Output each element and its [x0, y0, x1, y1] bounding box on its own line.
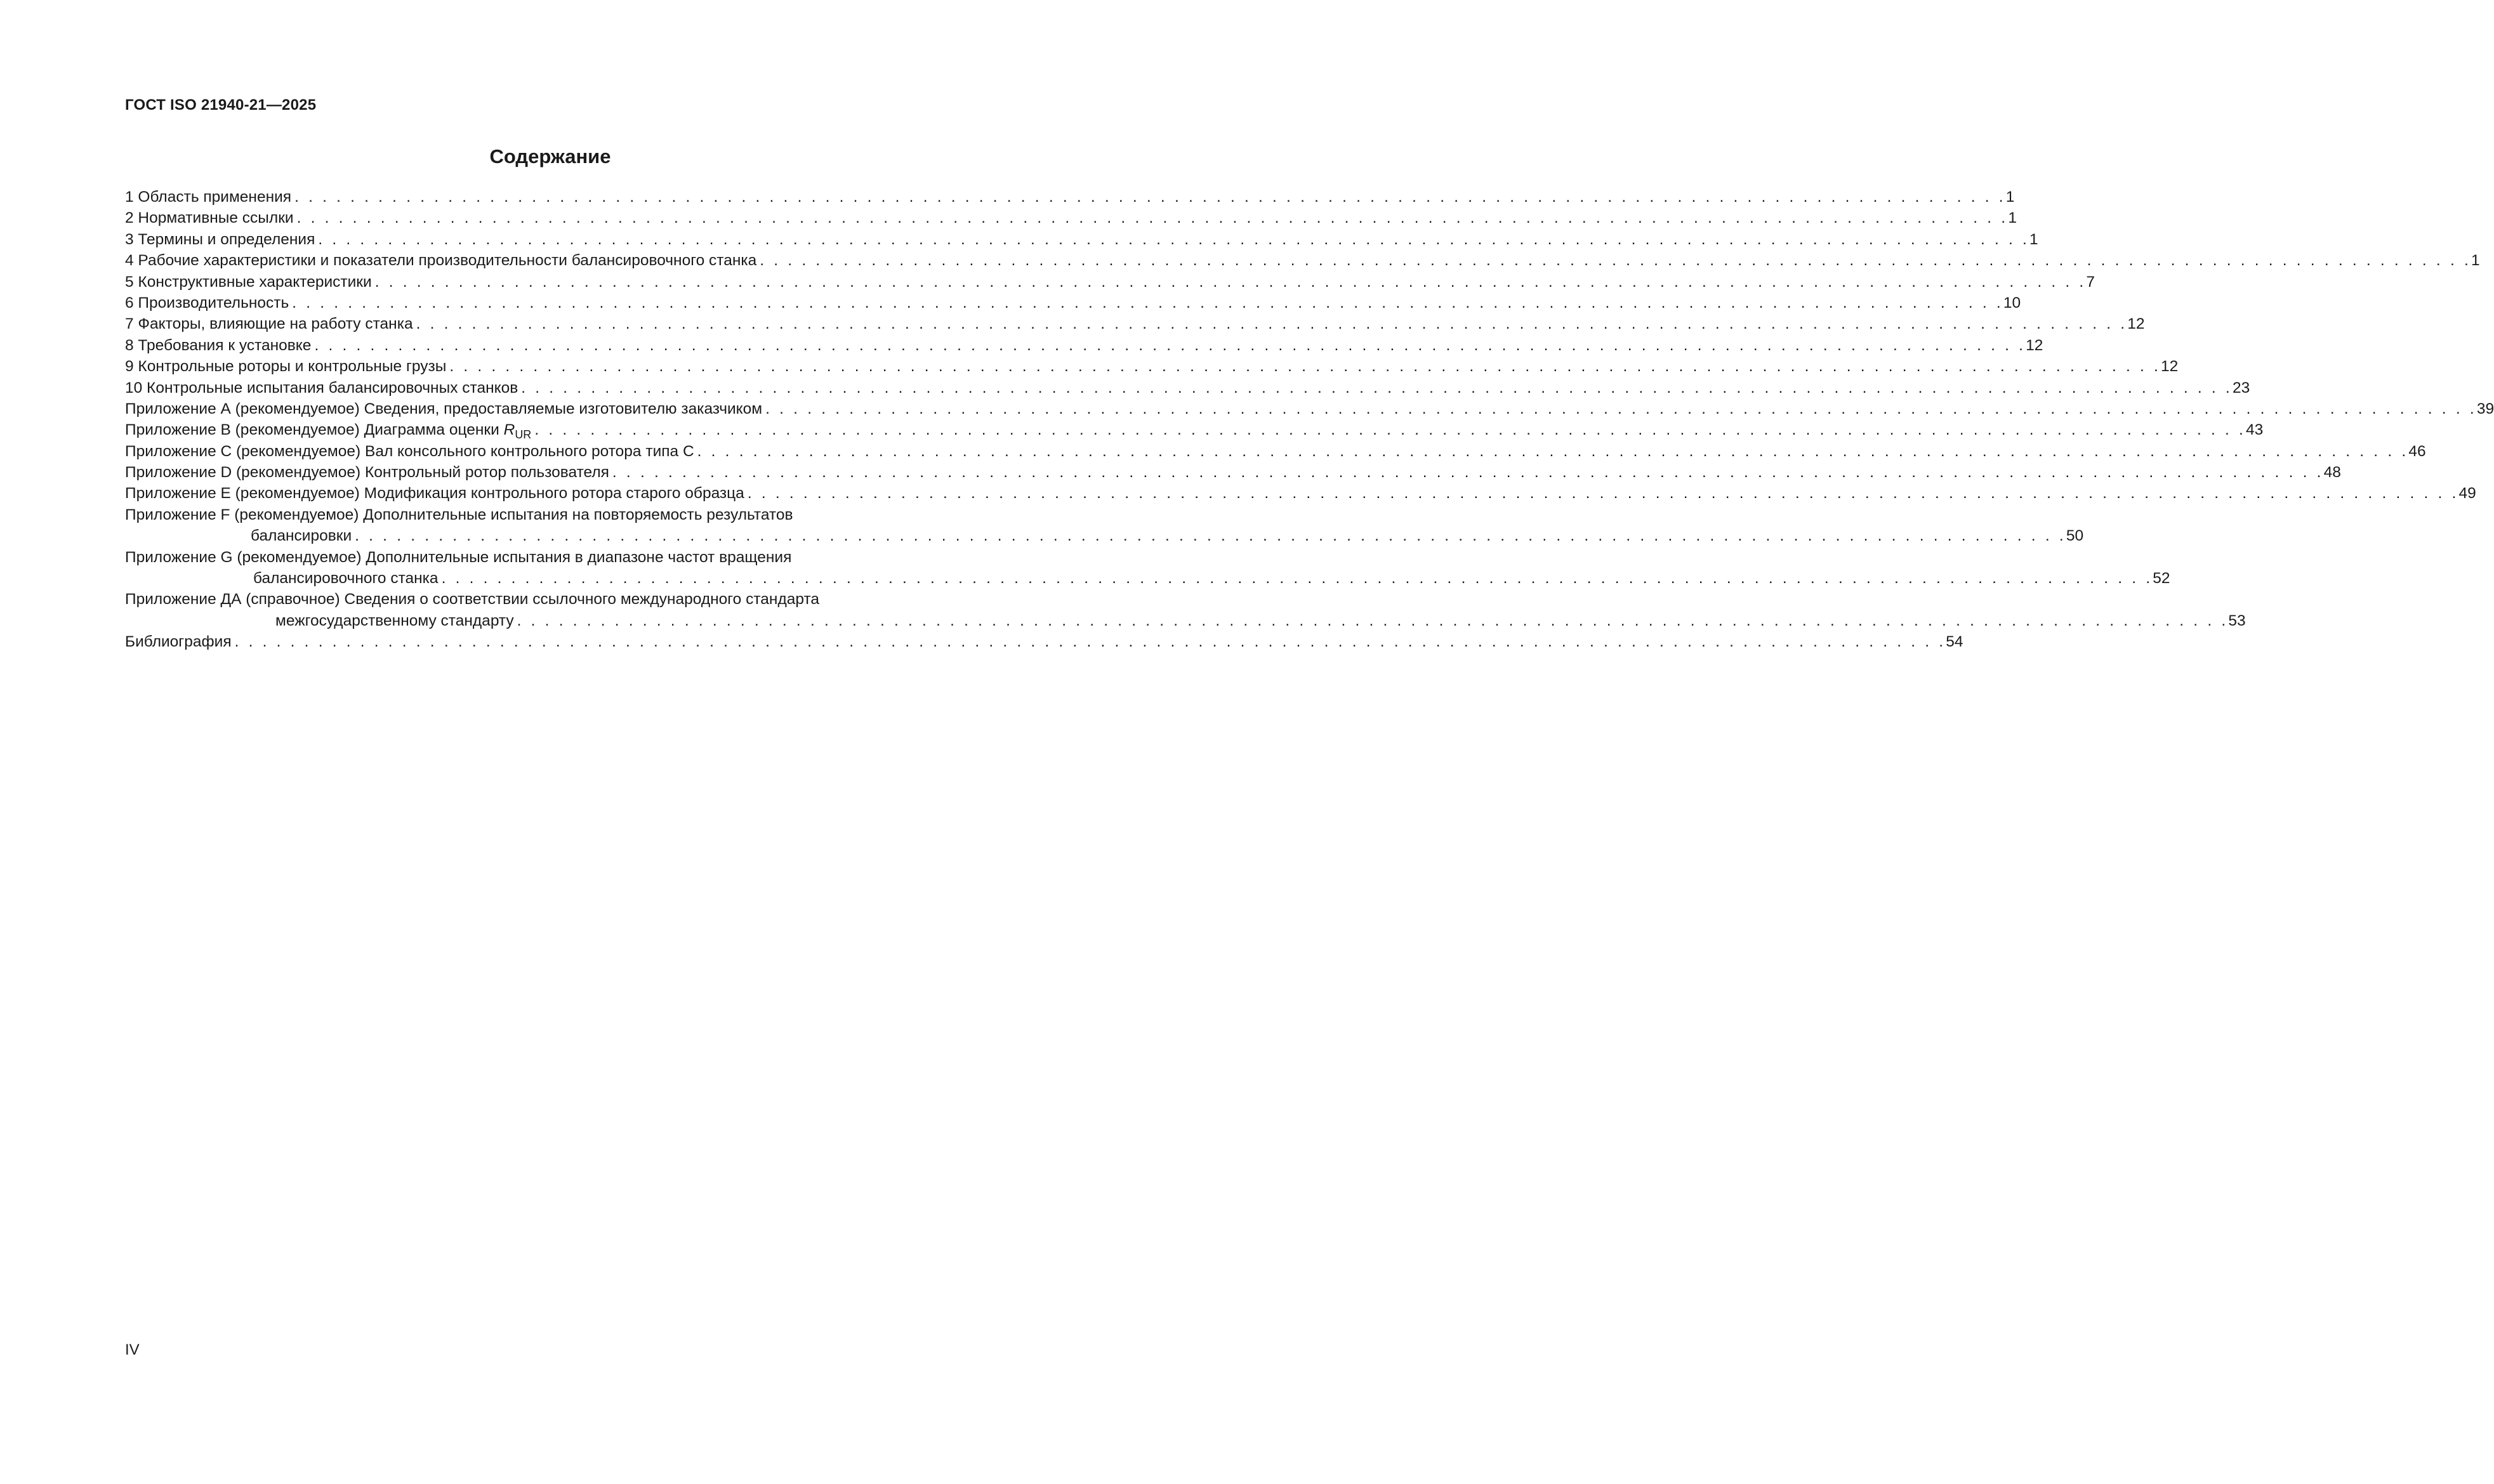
toc-entry-text: 5 Конструктивные характеристики	[125, 273, 372, 291]
toc-entry-page: 43	[2246, 421, 2264, 439]
toc-entry[interactable]	[125, 631, 1963, 652]
document-code: ГОСТ ISO 21940-21—2025	[125, 96, 317, 114]
toc-entry[interactable]	[125, 292, 2021, 313]
toc-entry[interactable]	[125, 419, 2264, 442]
toc-leader-dots: . . . . . . . . . . . . . . . . . . . . . . . . . . . . . . . . . . . . . . . . . . . . . . . . . . . . . . . . . . . . . . . . . . . . . . . . . . . . . . . . . . . . . . . . . . . . . . . . . . . . . . . . . . . . . . . . . . . . . . . . . . .	[534, 421, 2246, 439]
toc-entry-first-line: Приложение F (рекомендуемое) Дополнительные испытания на повторяемость результатов	[125, 506, 793, 523]
toc-entry-page: 48	[2323, 464, 2341, 482]
toc-entry-text: 10 Контрольные испытания балансировочных станков	[125, 379, 518, 397]
toc-entry-label: Приложение В (рекомендуемое) Диаграмма оценки	[125, 421, 504, 439]
toc-entry-page: 1	[2471, 252, 2480, 270]
toc-entry[interactable]	[125, 378, 2250, 398]
toc-entry[interactable]	[125, 187, 2015, 207]
toc-leader-dots: . . . . . . . . . . . . . . . . . . . . . . . . . . . . . . . . . . . . . . . . . . . . . . . . . . . . . . . . . . . . . . . . . . . . . . . . . . . . . . . . . . . . . . . . . . . . . . . . . . . . . . . . . . . . . . . . . . . . . . . . . . .	[374, 273, 2087, 291]
toc-entry-text: 9 Контрольные роторы и контрольные грузы	[125, 358, 447, 376]
toc-entry-page: 1	[2029, 230, 2038, 248]
toc-entry-page: 46	[2408, 442, 2426, 460]
toc-leader-dots: . . . . . . . . . . . . . . . . . . . . . . . . . . . . . . . . . . . . . . . . . . . . . . . . . . . . . . . . . . . . . . . . . . . . . . . . . . . . . . . . . . . . . . . . . . . . . . . . . . . . . . . . . . . . . . . . . . . . . . . . . . .	[612, 464, 2324, 482]
toc-entry-page: 7	[2086, 273, 2095, 291]
toc-entry-text: 1 Область применения	[125, 188, 292, 206]
toc-entry-page: 53	[2228, 612, 2246, 629]
toc-entry-page: 49	[2458, 485, 2476, 502]
toc-entry-text: 2 Нормативные ссылки	[125, 209, 294, 227]
toc-entry[interactable]	[125, 229, 2038, 250]
toc-leader-dots: . . . . . . . . . . . . . . . . . . . . . . . . . . . . . . . . . . . . . . . . . . . . . . . . . . . . . . . . . . . . . . . . . . . . . . . . . . . . . . . . . . . . . . . . . . . . . . . . . . . . . . . . . . . . . . . . . . . . . . . . . . .	[234, 633, 1946, 651]
toc-leader-dots: . . . . . . . . . . . . . . . . . . . . . . . . . . . . . . . . . . . . . . . . . . . . . . . . . . . . . . . . . . . . . . . . . . . . . . . . . . . . . . . . . . . . . . . . . . . . . . . . . . . . . . . . . . . . . . . . . . . . . . . . . . .	[318, 230, 2030, 248]
toc-leader-dots: . . . . . . . . . . . . . . . . . . . . . . . . . . . . . . . . . . . . . . . . . . . . . . . . . . . . . . . . . . . . . . . . . . . . . . . . . . . . . . . . . . . . . . . . . . . . . . . . . . . . . . . . . . . . . . . . . . . . . . . . . . .	[355, 527, 2066, 545]
toc-entry-text: 4 Рабочие характеристики и показатели производительности балансировочного станка	[125, 252, 757, 270]
toc-entry-page: 1	[2005, 188, 2015, 206]
toc-leader-dots: . . . . . . . . . . . . . . . . . . . . . . . . . . . . . . . . . . . . . . . . . . . . . . . . . . . . . . . . . . . . . . . . . . . . . . . . . . . . . . . . . . . . . . . . . . . . . . . . . . . . . . . . . . . . . . . . . . . . . . . . . . .	[416, 315, 2128, 333]
toc-entry-text: Библиография	[125, 633, 232, 651]
toc-entry-text: Приложение А (рекомендуемое) Сведения, предоставляемые изготовителю заказчиком	[125, 400, 763, 417]
symbol-subscript: UR	[515, 428, 532, 442]
page-number: IV	[125, 1341, 140, 1358]
toc-entry-page: 12	[2127, 315, 2145, 333]
toc-entry[interactable]	[125, 207, 2017, 228]
toc-entry-text: балансировочного станка	[253, 570, 439, 588]
toc-entry-first-line: Приложение ДА (справочное) Сведения о соответствии ссылочного международного стандарта	[125, 591, 820, 608]
toc-entry-text: Приложение D (рекомендуемое) Контрольный ротор пользователя	[125, 464, 609, 482]
toc-entry-page: 54	[1946, 633, 1963, 651]
toc-entry[interactable]	[125, 356, 2179, 377]
toc-entry-page: 50	[2066, 527, 2084, 545]
toc-leader-dots: . . . . . . . . . . . . . . . . . . . . . . . . . . . . . . . . . . . . . . . . . . . . . . . . . . . . . . . . . . . . . . . . . . . . . . . . . . . . . . . . . . . . . . . . . . . . . . . . . . . . . . . . . . . . . . . . . . . . . . . . . . .	[294, 188, 2006, 206]
toc-entry-text: 7 Факторы, влияющие на работу станка	[125, 315, 413, 333]
toc-entry[interactable]	[125, 313, 2145, 334]
toc-entry-multiline[interactable]	[125, 589, 2246, 631]
toc-leader-dots: . . . . . . . . . . . . . . . . . . . . . . . . . . . . . . . . . . . . . . . . . . . . . . . . . . . . . . . . . . . . . . . . . . . . . . . . . . . . . . . . . . . . . . . . . . . . . . . . . . . . . . . . . . . . . . . . . . . . . . . . . . .	[521, 379, 2233, 397]
toc-entry[interactable]	[125, 250, 2480, 271]
toc-leader-dots: . . . . . . . . . . . . . . . . . . . . . . . . . . . . . . . . . . . . . . . . . . . . . . . . . . . . . . . . . . . . . . . . . . . . . . . . . . . . . . . . . . . . . . . . . . . . . . . . . . . . . . . . . . . . . . . . . . . . . . . . . . .	[517, 612, 2229, 629]
toc-leader-dots: . . . . . . . . . . . . . . . . . . . . . . . . . . . . . . . . . . . . . . . . . . . . . . . . . . . . . . . . . . . . . . . . . . . . . . . . . . . . . . . . . . . . . . . . . . . . . . . . . . . . . . . . . . . . . . . . . . . . . . . . . . .	[292, 294, 2003, 312]
symbol-r: R	[503, 421, 515, 439]
toc-entry-page: 12	[2161, 358, 2179, 376]
toc-title: Содержание	[489, 145, 611, 167]
toc-leader-dots: . . . . . . . . . . . . . . . . . . . . . . . . . . . . . . . . . . . . . . . . . . . . . . . . . . . . . . . . . . . . . . . . . . . . . . . . . . . . . . . . . . . . . . . . . . . . . . . . . . . . . . . . . . . . . . . . . . . . . . . . . . .	[441, 570, 2153, 588]
toc-leader-dots: . . . . . . . . . . . . . . . . . . . . . . . . . . . . . . . . . . . . . . . . . . . . . . . . . . . . . . . . . . . . . . . . . . . . . . . . . . . . . . . . . . . . . . . . . . . . . . . . . . . . . . . . . . . . . . . . . . . . . . . . . . .	[697, 442, 2409, 460]
toc-entry-text: Приложение С (рекомендуемое) Вал консольного контрольного ротора типа С	[125, 442, 694, 460]
toc-leader-dots: . . . . . . . . . . . . . . . . . . . . . . . . . . . . . . . . . . . . . . . . . . . . . . . . . . . . . . . . . . . . . . . . . . . . . . . . . . . . . . . . . . . . . . . . . . . . . . . . . . . . . . . . . . . . . . . . . . . . . . . . . . .	[747, 485, 2459, 502]
toc-entry-page: 12	[2026, 336, 2043, 354]
toc-entry[interactable]	[125, 335, 2043, 356]
toc-entry[interactable]	[125, 272, 2095, 292]
toc-entry[interactable]	[125, 398, 2494, 419]
table-of-contents	[125, 187, 2494, 653]
toc-entry[interactable]	[125, 441, 2426, 462]
toc-entry[interactable]	[125, 483, 2476, 504]
toc-entry-page: 23	[2232, 379, 2250, 397]
toc-entry-text: Приложение Е (рекомендуемое) Модификация контрольного ротора старого образца	[125, 485, 744, 502]
toc-entry-first-line: Приложение G (рекомендуемое) Дополнительные испытания в диапазоне частот вращения	[125, 548, 792, 566]
toc-entry-text: 3 Термины и определения	[125, 230, 315, 248]
toc-leader-dots: . . . . . . . . . . . . . . . . . . . . . . . . . . . . . . . . . . . . . . . . . . . . . . . . . . . . . . . . . . . . . . . . . . . . . . . . . . . . . . . . . . . . . . . . . . . . . . . . . . . . . . . . . . . . . . . . . . . . . . . . . . .	[760, 252, 2471, 270]
toc-leader-dots: . . . . . . . . . . . . . . . . . . . . . . . . . . . . . . . . . . . . . . . . . . . . . . . . . . . . . . . . . . . . . . . . . . . . . . . . . . . . . . . . . . . . . . . . . . . . . . . . . . . . . . . . . . . . . . . . . . . . . . . . . . .	[449, 358, 2161, 376]
toc-entry-text: 6 Производительность	[125, 294, 289, 312]
toc-entry-multiline[interactable]	[125, 547, 2170, 589]
toc-entry-text: балансировки	[251, 527, 352, 545]
toc-entry-text: межгосударственному стандарту	[275, 612, 514, 629]
toc-leader-dots: . . . . . . . . . . . . . . . . . . . . . . . . . . . . . . . . . . . . . . . . . . . . . . . . . . . . . . . . . . . . . . . . . . . . . . . . . . . . . . . . . . . . . . . . . . . . . . . . . . . . . . . . . . . . . . . . . . . . . . . . . . .	[296, 209, 2009, 227]
toc-entry-multiline[interactable]	[125, 504, 2084, 547]
toc-entry[interactable]	[125, 462, 2341, 483]
toc-leader-dots: . . . . . . . . . . . . . . . . . . . . . . . . . . . . . . . . . . . . . . . . . . . . . . . . . . . . . . . . . . . . . . . . . . . . . . . . . . . . . . . . . . . . . . . . . . . . . . . . . . . . . . . . . . . . . . . . . . . . . . . . . . .	[765, 400, 2477, 417]
toc-entry-page: 10	[2003, 294, 2021, 312]
toc-entry-page: 39	[2476, 400, 2494, 417]
toc-entry-page: 52	[2153, 570, 2170, 588]
toc-leader-dots: . . . . . . . . . . . . . . . . . . . . . . . . . . . . . . . . . . . . . . . . . . . . . . . . . . . . . . . . . . . . . . . . . . . . . . . . . . . . . . . . . . . . . . . . . . . . . . . . . . . . . . . . . . . . . . . . . . . . . . . . . . .	[314, 336, 2026, 354]
toc-entry-page: 1	[2008, 209, 2017, 227]
toc-entry-text: 8 Требования к установке	[125, 336, 312, 354]
